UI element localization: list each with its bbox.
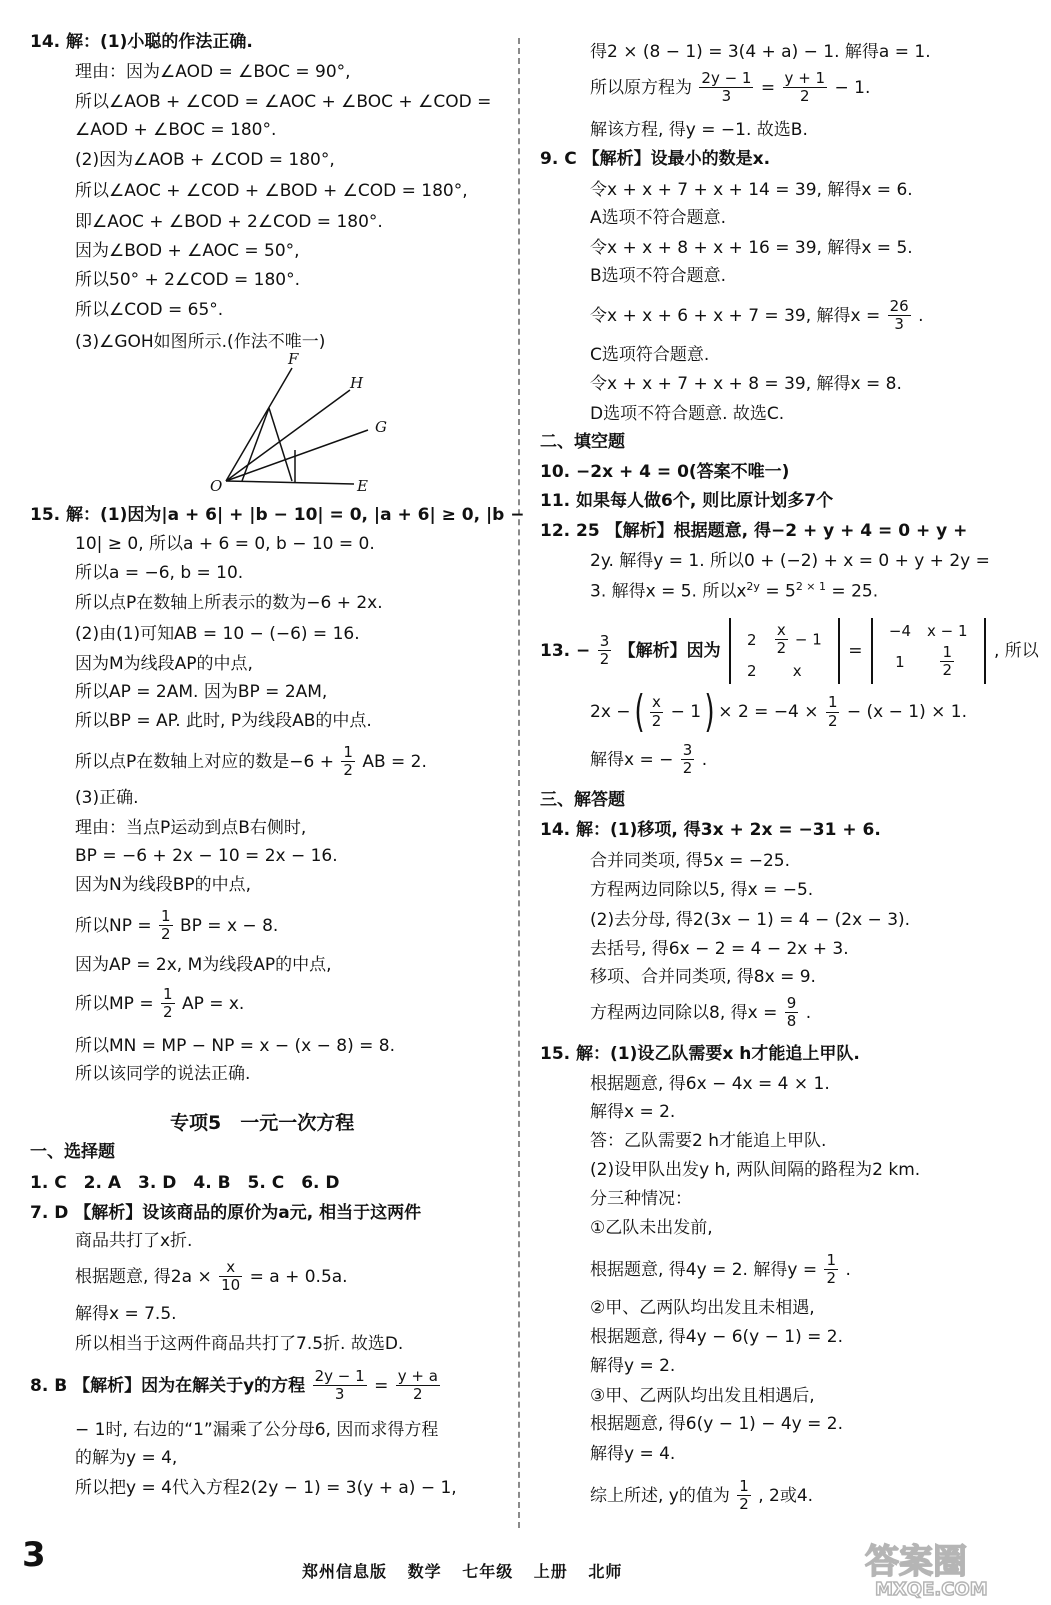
text-line: 因为AP = 2x, M为线段AP的中点,: [75, 955, 332, 975]
math-line: 3. 解得x = 5. 所以$x^{2y} = 5^{2 \times 1} = 25$.: [590, 580, 879, 602]
text-line: 因为∠BOD + ∠AOC = 50°,: [75, 241, 300, 261]
text-line: 所以相当于这两件商品共打了7.5折. 故选D.: [75, 1334, 404, 1354]
ray-og: [226, 430, 368, 481]
label-g: G: [375, 418, 387, 436]
determinant-1: 2 $\frac{x}{2}$ − 1 2 x: [729, 618, 840, 684]
text-line: 根据题意, 得6(y − 1) − 4y = 2.: [590, 1414, 844, 1434]
fraction: $\frac{1}{2}$: [162, 985, 173, 1022]
section-title: 专项5 一元一次方程: [170, 1112, 355, 1134]
fraction: $\frac{1}{2}$: [161, 907, 171, 944]
q14-line: 14. 解：(1)移项, 得3x + 2x = −31 + 6.: [540, 820, 881, 840]
fraction: $\frac{y + 1}{2}$: [784, 69, 826, 106]
text-line: 商品共打了x折.: [75, 1231, 193, 1251]
q10-line: 10. −2x + 4 = 0(答案不唯一): [540, 462, 790, 482]
text-line: (3)正确.: [75, 788, 139, 808]
footer-volume: 上册: [533, 1562, 568, 1581]
watermark-text: 答案圈: [865, 1542, 967, 1582]
ray-oe: [226, 481, 354, 484]
fraction: $\frac{1}{2}$: [826, 1251, 837, 1288]
q7-line: 7. D 【解析】设该商品的原价为a元, 相当于这两件: [30, 1203, 422, 1223]
text-line: C选项符合题意.: [590, 345, 710, 365]
text-line: ①乙队未出发前,: [590, 1218, 713, 1238]
fraction: $\frac{26}{3}$: [889, 297, 909, 334]
math-line: 方程两边同除以8, 得x = $\frac{9}{8}$ .: [590, 994, 812, 1031]
math-line: 根据题意, 得2a × $\frac{x}{10}$ = a + 0.5a.: [75, 1258, 348, 1295]
text-line: 所以50° + 2∠COD = 180°.: [75, 270, 300, 290]
q14-heading: 14. 解：(1)小聪的作法正确.: [30, 32, 253, 52]
text-line: 解该方程, 得y = −1. 故选B.: [590, 120, 808, 140]
watermark-url: MXQE.COM: [875, 1579, 988, 1600]
q15-heading: 15. 解：(1)因为|a + 6| + |b − 10| = 0, |a + 6| ≥ 0, |b −: [30, 505, 525, 525]
text-line: ③甲、乙两队均出发且相遇后,: [590, 1386, 815, 1406]
text-line: 根据题意, 得4y − 6(y − 1) = 2.: [590, 1327, 844, 1347]
text-line: A选项不符合题意.: [590, 208, 727, 228]
text-line: (3)∠GOH如图所示.(作法不唯一): [75, 332, 326, 352]
text-line: 因为N为线段BP的中点,: [75, 875, 252, 895]
footer-grade: 七年级: [462, 1562, 514, 1581]
column-divider: [518, 38, 520, 1528]
text-line: 分三种情况：: [590, 1189, 692, 1209]
q11-line: 11. 如果每人做6个, 则比原计划多7个: [540, 491, 834, 511]
text-line: 去括号, 得6x − 2 = 4 − 2x + 3.: [590, 939, 849, 959]
text-line: 解得x = 2.: [590, 1102, 676, 1122]
text-line: 所以把y = 4代入方程2(2y − 1) = 3(y + a) − 1,: [75, 1478, 457, 1498]
text-line: (2)由(1)可知AB = 10 − (−6) = 16.: [75, 624, 360, 644]
text-line: 令x + x + 8 + x + 16 = 39, 解得x = 5.: [590, 238, 913, 258]
math-line: 令x + x + 6 + x + 7 = 39, 解得x = $\frac{26}{3}$ .: [590, 297, 924, 334]
q9-line: 9. C 【解析】设最小的数是x.: [540, 149, 771, 169]
text-line: 所以MN = MP − NP = x − (x − 8) = 8.: [75, 1036, 396, 1056]
text-line: 因为M为线段AP的中点,: [75, 654, 253, 674]
text-line: 解得y = 4.: [590, 1444, 676, 1464]
math-line: 所以NP = $\frac{1}{2}$ BP = x − 8.: [75, 907, 279, 944]
ray-of: [226, 368, 292, 481]
footer-edition: 郑州信息版: [302, 1562, 388, 1581]
text-line: BP = −6 + 2x − 10 = 2x − 16.: [75, 846, 338, 866]
text-line: 所以a = −6, b = 10.: [75, 563, 244, 583]
text-line: 2y. 解得y = 1. 所以0 + (−2) + x = 0 + y + 2y =: [590, 551, 990, 571]
text-line: D选项不符合题意. 故选C.: [590, 404, 785, 424]
text-line: 所以∠AOC + ∠COD + ∠BOD + ∠COD = 180°,: [75, 181, 468, 201]
footer-subject: 数学: [407, 1562, 442, 1581]
text-line: 得2 × (8 − 1) = 3(4 + a) − 1. 解得a = 1.: [590, 42, 931, 62]
fraction: $\frac{1}{2}$: [343, 743, 353, 780]
text-line: (2)因为∠AOB + ∠COD = 180°,: [75, 150, 335, 170]
text-line: 令x + x + 7 + x + 14 = 39, 解得x = 6.: [590, 180, 913, 200]
fraction: $\frac{3}{2}$: [599, 632, 610, 669]
fraction: $\frac{x}{10}$: [221, 1258, 241, 1295]
text-line: 所以点P在数轴上所表示的数为−6 + 2x.: [75, 593, 383, 613]
angle-diagram: [210, 348, 410, 498]
text-line: 所以∠COD = 65°.: [75, 300, 224, 320]
determinant-2: −4 x − 1 1 $\frac{1}{2}$: [871, 618, 986, 684]
text-line: 10| ≥ 0, 所以a + 6 = 0, b − 10 = 0.: [75, 534, 375, 554]
text-line: − 1时, 右边的“1”漏乘了公分母6, 因而求得方程: [75, 1420, 439, 1440]
text-line: 所以该同学的说法正确.: [75, 1064, 251, 1084]
text-line: 令x + x + 7 + x + 8 = 39, 解得x = 8.: [590, 374, 902, 394]
math-line: 所以原方程为 $\frac{2y - 1}{3}$ = $\frac{y + 1}{2}$ − 1.: [590, 69, 871, 106]
label-e: E: [357, 477, 368, 495]
section-heading: 二、填空题: [540, 432, 625, 452]
text-line: 解得x = 7.5.: [75, 1304, 177, 1324]
angle-figure: [210, 348, 410, 503]
text-line: 即∠AOC + ∠BOD + 2∠COD = 180°.: [75, 212, 383, 232]
text-line: 移项、合并同类项, 得8x = 9.: [590, 967, 816, 987]
q12-line: 12. 25 【解析】根据题意, 得−2 + y + 4 = 0 + y +: [540, 521, 968, 541]
text-line: 理由：当点P运动到点B右侧时,: [75, 818, 307, 838]
math-line: 2x −( $\frac{x}{2}$ − 1) × 2 = −4 × $\frac{1}{2}$ − (x − 1) × 1.: [590, 686, 968, 737]
page-number: 3: [22, 1535, 46, 1575]
math-line: 所以MP = $\frac{1}{2}$ AP = x.: [75, 985, 245, 1022]
fraction: $\frac{y + a}{2}$: [397, 1367, 438, 1404]
answer-line: 1. C 2. A 3. D 4. B 5. C 6. D: [30, 1173, 340, 1193]
math-line: 解得x = − $\frac{3}{2}$ .: [590, 741, 708, 778]
text-line: 所以∠AOB + ∠COD = ∠AOC + ∠BOC + ∠COD =: [75, 92, 492, 112]
text-line: 方程两边同除以5, 得x = −5.: [590, 880, 814, 900]
text-line: 所以AP = 2AM. 因为BP = 2AM,: [75, 682, 328, 702]
footer-publisher: 北师: [588, 1562, 623, 1581]
q13-line: 13. − $\frac{3}{2}$ 【解析】因为 2 $\frac{x}{2}$ − 1 2 x = −4 x − 1 1 $\frac{1}{2}$ , 所以: [540, 618, 1039, 684]
fraction: $\frac{2y - 1}{3}$: [701, 69, 752, 106]
text-line: ②甲、乙两队均出发且未相遇,: [590, 1298, 815, 1318]
text-line: 答：乙队需要2 h才能追上甲队.: [590, 1131, 827, 1151]
text-line: (2)去分母, 得2(3x − 1) = 4 − (2x − 3).: [590, 910, 911, 930]
label-o: O: [210, 477, 223, 495]
math-line: 综上所述, y的值为 $\frac{1}{2}$ , 2或4.: [590, 1477, 814, 1514]
text-line: 解得y = 2.: [590, 1356, 676, 1376]
label-f: F: [288, 350, 299, 368]
section-heading: 三、解答题: [540, 790, 625, 810]
q8-line: 8. B 【解析】因为在解关于y的方程 $\frac{2y - 1}{3}$ = $\frac{y + a}{2}$: [30, 1367, 438, 1404]
text-line: (2)设甲队出发y h, 两队间隔的路程为2 km.: [590, 1160, 921, 1180]
q15-line: 15. 解：(1)设乙队需要x h才能追上甲队.: [540, 1044, 860, 1064]
fraction: $\frac{2y - 1}{3}$: [314, 1367, 365, 1404]
watermark-icon: [845, 1535, 1045, 1600]
text-line: 合并同类项, 得5x = −25.: [590, 851, 791, 871]
text-line: B选项不符合题意.: [590, 266, 727, 286]
text-line: ∠AOD + ∠BOC = 180°.: [75, 120, 277, 140]
label-h: H: [350, 374, 364, 392]
text-line: 的解为y = 4,: [75, 1448, 178, 1468]
text-line: 根据题意, 得6x − 4x = 4 × 1.: [590, 1074, 830, 1094]
footer: [302, 1562, 636, 1581]
section-heading: 一、选择题: [30, 1142, 115, 1162]
math-line: 根据题意, 得4y = 2. 解得y = $\frac{1}{2}$ .: [590, 1251, 851, 1288]
watermark-logo: [845, 1535, 1045, 1600]
fraction: $\frac{9}{8}$: [786, 994, 797, 1031]
text-line: 理由：因为∠AOD = ∠BOC = 90°,: [75, 62, 351, 82]
fraction: $\frac{1}{2}$: [739, 1477, 749, 1514]
math-line: 所以点P在数轴上对应的数是−6 + $\frac{1}{2}$ AB = 2.: [75, 743, 427, 780]
text-line: 所以BP = AP. 此时, P为线段AB的中点.: [75, 711, 372, 731]
construction-line: [269, 408, 292, 481]
